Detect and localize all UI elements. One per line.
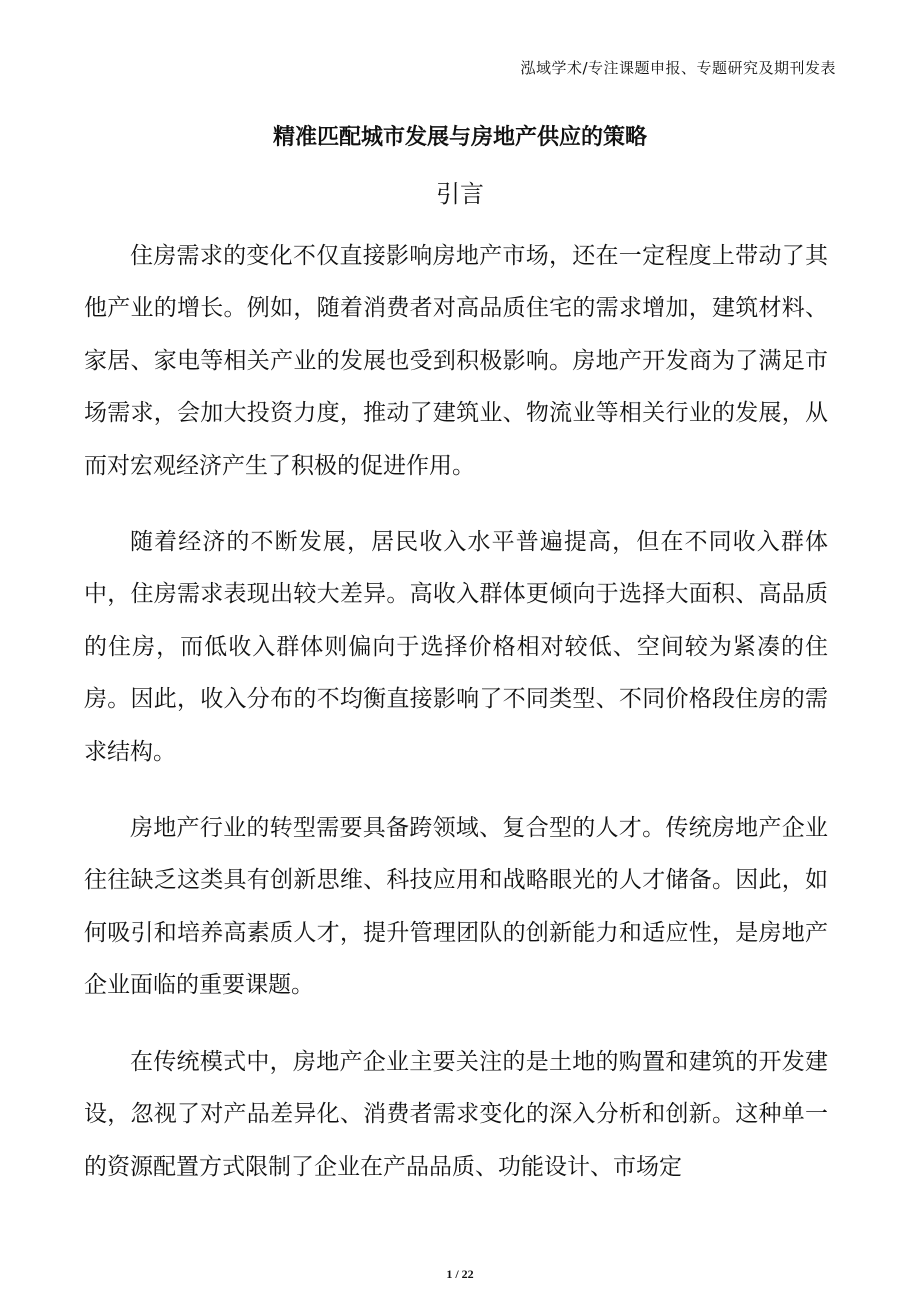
page-number: 1 / 22 bbox=[446, 1267, 474, 1281]
document-body bbox=[84, 230, 828, 1217]
page-header: 泓域学术/专注课题申报、专题研究及期刊发表 bbox=[520, 59, 836, 77]
paragraph-4: 在传统模式中，房地产企业主要关注的是土地的购置和建筑的开发建设，忽视了对产品差异化、消费者需求变化的深入分析和创新。这种单一的资源配置方式限制了企业在产品品质、功能设计、市场定 bbox=[84, 1048, 828, 1180]
document-title: 精准匹配城市发展与房地产供应的策略 bbox=[272, 125, 647, 150]
paragraph-3: 房地产行业的转型需要具备跨领域、复合型的人才。传统房地产企业往往缺乏这类具有创新思维、科技应用和战略眼光的人才储备。因此，如何吸引和培养高素质人才，提升管理团队的创新能力和适应性，是房地产企业面临的重要课题。 bbox=[84, 815, 828, 999]
section-heading: 引言 bbox=[436, 180, 484, 208]
paragraph-2: 随着经济的不断发展，居民收入水平普遍提高，但在不同收入群体中，住房需求表现出较大差异。高收入群体更倾向于选择大面积、高品质的住房，而低收入群体则偏向于选择价格相对较低、空间较为紧凑的住房。因此，收入分布的不均衡直接影响了不同类型、不同价格段住房的需求结构。 bbox=[84, 529, 828, 765]
paragraph-1: 住房需求的变化不仅直接影响房地产市场，还在一定程度上带动了其他产业的增长。例如，随着消费者对高品质住宅的需求增加，建筑材料、家居、家电等相关产业的发展也受到积极影响。房地产开发商为了满足市场需求，会加大投资力度，推动了建筑业、物流业等相关行业的发展，从而对宏观经济产生了积极的促进作用。 bbox=[84, 243, 828, 479]
